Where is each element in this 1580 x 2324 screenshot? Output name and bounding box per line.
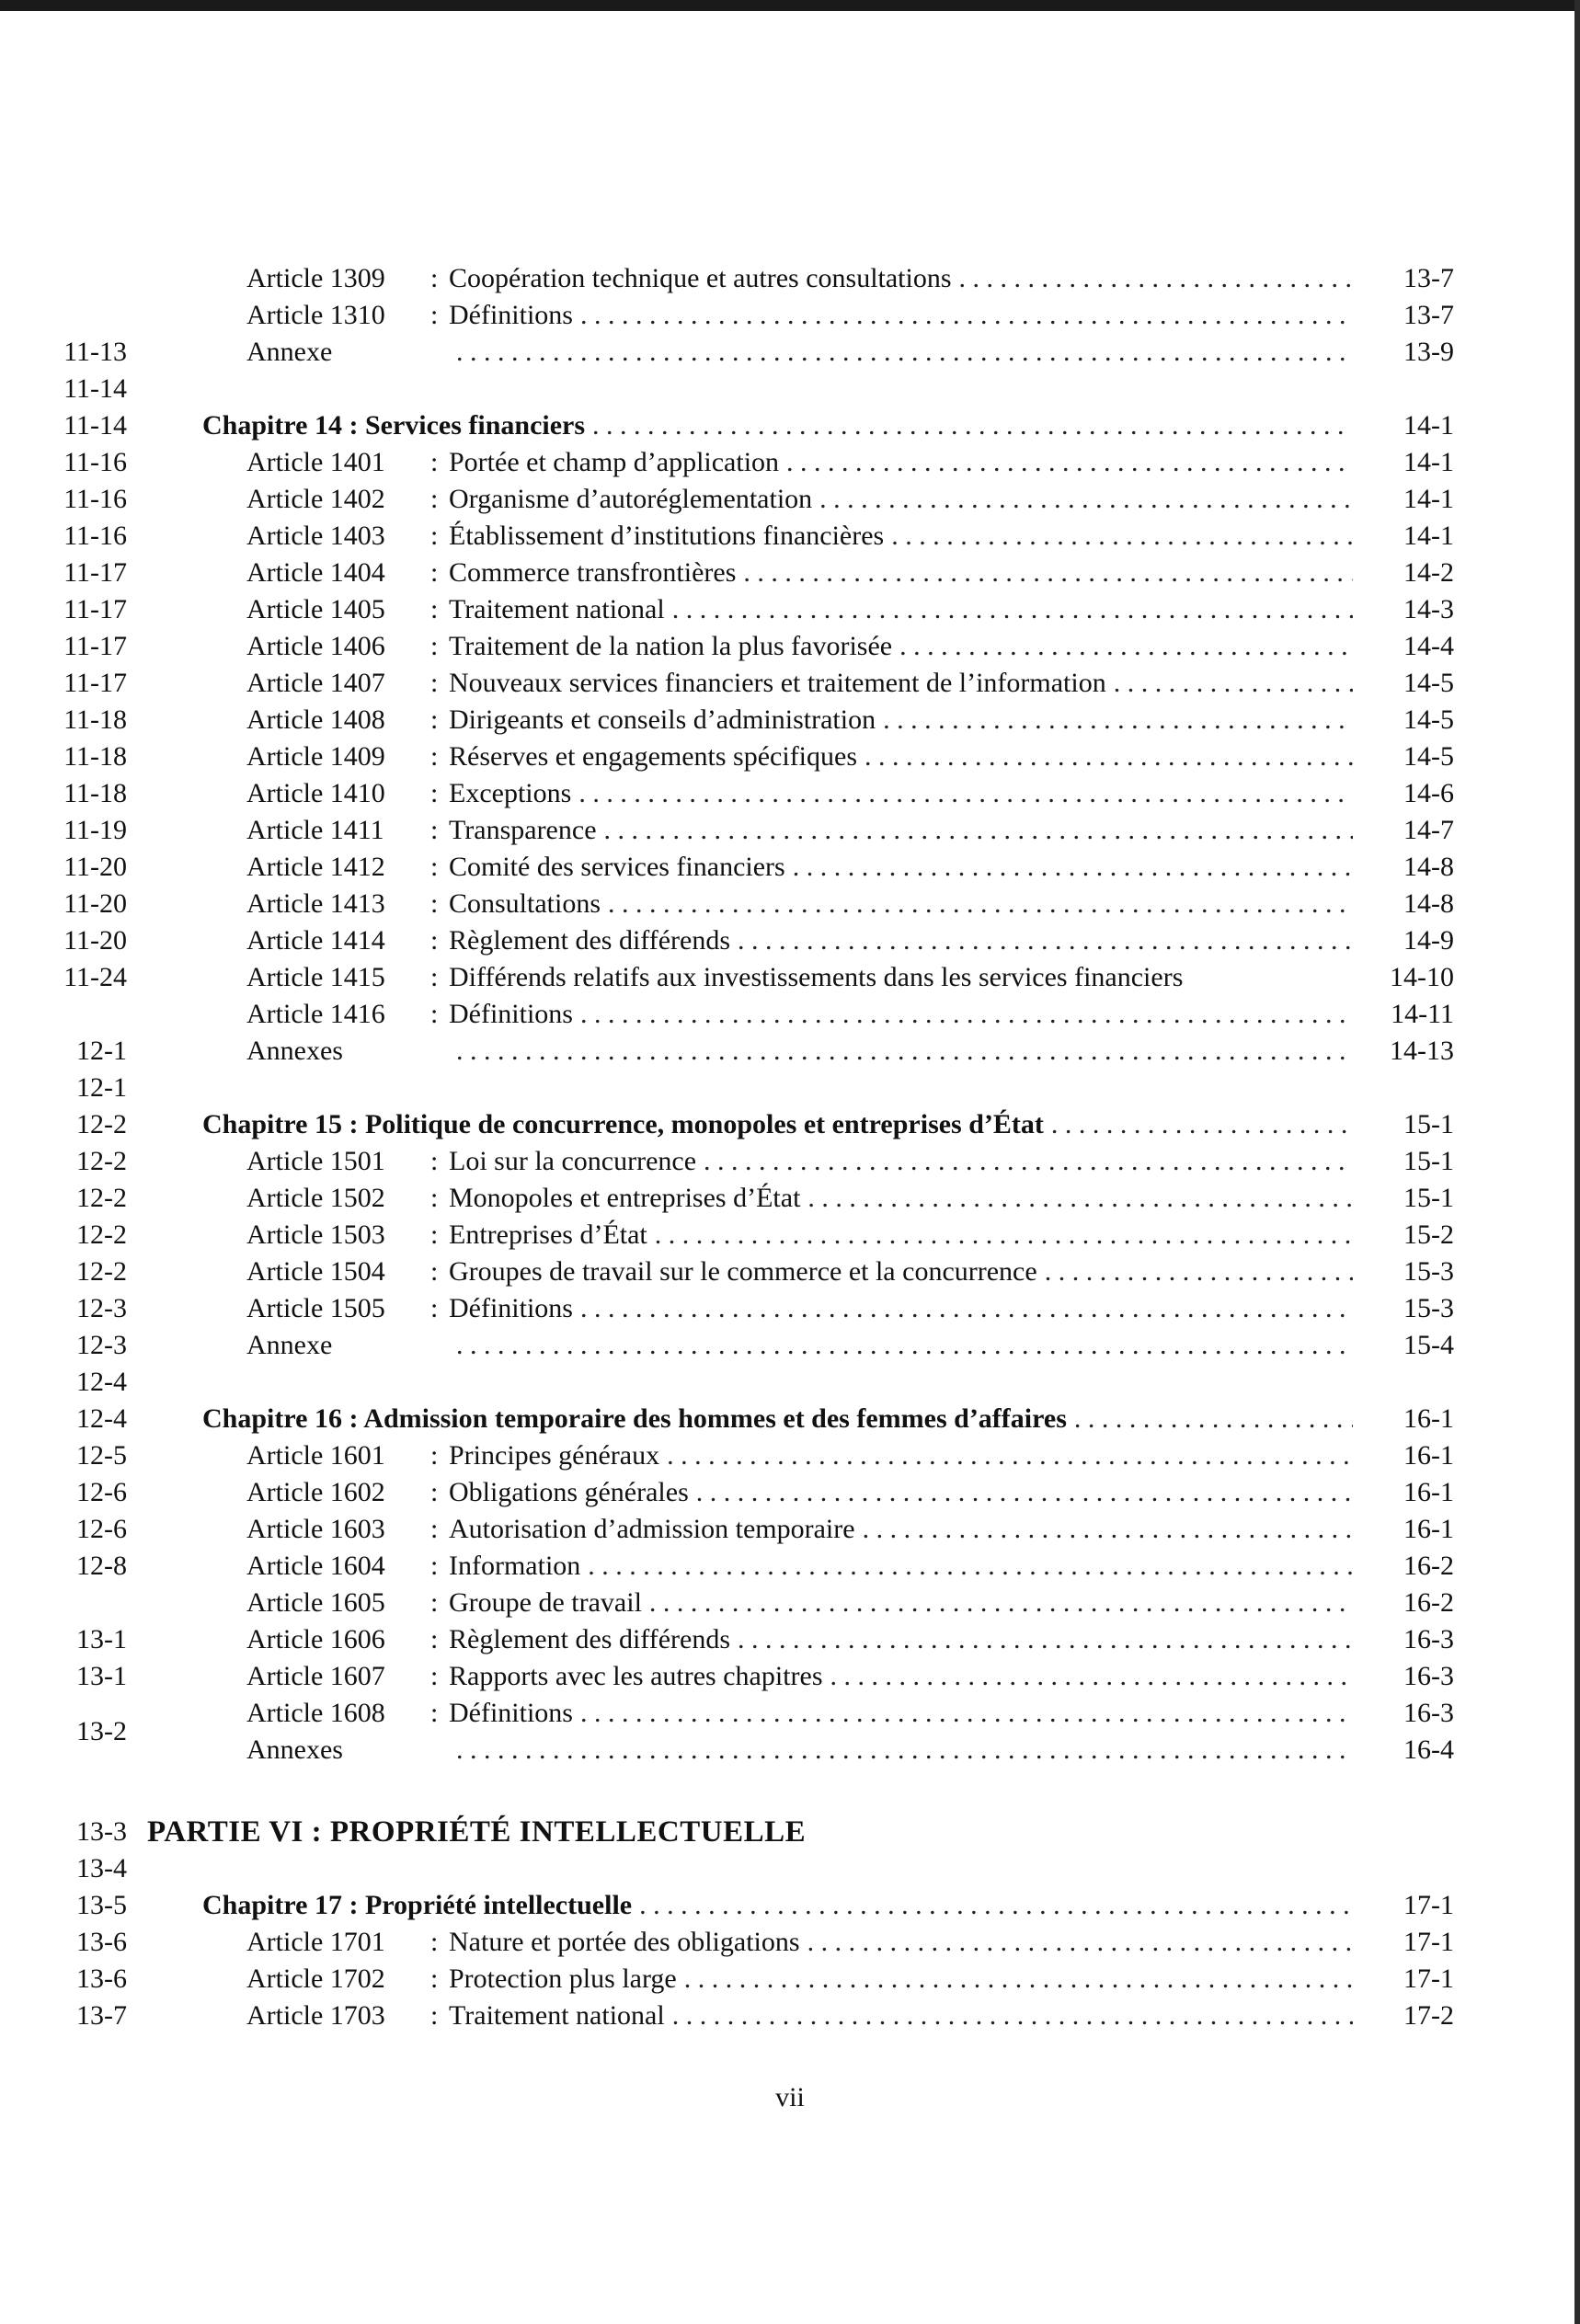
toc-article-entry	[246, 1180, 1454, 1217]
article-label: Article 1702	[246, 1963, 385, 1994]
article-separator: :	[430, 1146, 439, 1176]
article-separator: :	[430, 557, 439, 588]
dot-leader	[456, 1033, 1353, 1070]
article-label: Article 1606	[246, 1624, 385, 1654]
article-separator: :	[430, 1514, 439, 1544]
page-reference: 15-4	[1403, 1330, 1454, 1360]
margin-page-number: 11-24	[63, 962, 127, 992]
article-separator: :	[430, 1293, 439, 1323]
margin-page-number: 11-18	[63, 704, 127, 735]
page-reference: 15-3	[1403, 1293, 1454, 1323]
toc-article-entry	[246, 481, 1454, 518]
article-label: Article 1603	[246, 1514, 385, 1544]
toc-article-entry	[246, 555, 1454, 591]
article-label: Article 1403	[246, 521, 385, 551]
margin-page-number: 11-17	[63, 631, 127, 661]
article-label: Article 1407	[246, 668, 385, 698]
article-label: Article 1703	[246, 2000, 385, 2031]
page-reference: 13-7	[1403, 263, 1454, 293]
article-separator: :	[430, 2000, 439, 2031]
article-title: Comité des services financiers	[449, 852, 785, 882]
page-reference: 17-1	[1403, 1890, 1454, 1920]
article-label: Article 1608	[246, 1698, 385, 1728]
margin-page-number: 12-4	[76, 1367, 127, 1397]
article-title: Principes généraux	[449, 1440, 660, 1471]
article-label: Article 1701	[246, 1927, 385, 1957]
margin-page-number: 11-16	[63, 447, 127, 477]
article-separator: :	[430, 1587, 439, 1618]
page-reference: 14-13	[1390, 1036, 1454, 1066]
article-title: Autorisation d’admission temporaire	[449, 1514, 855, 1544]
chapter-title: Chapitre 14 : Services financiers	[202, 410, 586, 441]
article-label: Article 1503	[246, 1219, 385, 1250]
margin-page-number: 12-1	[76, 1036, 127, 1066]
margin-page-number: 11-20	[63, 925, 127, 956]
article-label: Article 1309	[246, 263, 385, 293]
article-label: Article 1404	[246, 557, 385, 588]
page-reference: 14-5	[1403, 704, 1454, 735]
dot-leader	[959, 260, 1353, 297]
page-reference: 15-3	[1403, 1256, 1454, 1287]
page-reference: 14-1	[1403, 521, 1454, 551]
toc-article-entry	[246, 1290, 1454, 1327]
margin-page-number: 11-18	[63, 778, 127, 808]
page-reference: 14-8	[1403, 888, 1454, 919]
article-separator: :	[430, 484, 439, 514]
margin-page-number: 12-3	[76, 1293, 127, 1323]
dot-leader	[807, 1180, 1353, 1217]
article-separator: :	[430, 1440, 439, 1471]
page-reference: 14-11	[1391, 999, 1454, 1029]
article-separator: :	[430, 1551, 439, 1581]
article-separator: :	[430, 1661, 439, 1691]
margin-page-number: 11-14	[63, 373, 127, 404]
margin-page-number: 13-6	[76, 1927, 127, 1957]
toc-article-entry	[246, 812, 1454, 849]
article-title: Entreprises d’État	[449, 1219, 647, 1250]
dot-leader	[830, 1658, 1353, 1695]
article-title: Différends relatifs aux investissements dans les services financiers	[449, 962, 1184, 992]
dot-leader	[738, 1621, 1353, 1658]
article-label: Article 1501	[246, 1146, 385, 1176]
article-label: Article 1416	[246, 999, 385, 1029]
toc-article-entry	[246, 1474, 1454, 1511]
article-label: Article 1411	[246, 815, 384, 845]
page-reference: 13-7	[1403, 300, 1454, 330]
margin-page-number: 12-2	[76, 1146, 127, 1176]
dot-leader	[578, 775, 1353, 812]
toc-article-entry	[246, 518, 1454, 555]
toc-article-entry	[246, 260, 1454, 297]
margin-page-number: 12-6	[76, 1514, 127, 1544]
article-title: Établissement d’institutions financières	[449, 521, 885, 551]
article-separator: :	[430, 815, 439, 845]
article-label: Article 1414	[246, 925, 385, 956]
page-reference: 17-1	[1403, 1963, 1454, 1994]
article-separator: :	[430, 1477, 439, 1507]
toc-article-entry	[246, 665, 1454, 702]
article-separator: :	[430, 1698, 439, 1728]
margin-page-number: 12-1	[76, 1072, 127, 1103]
margin-page-number: 13-1	[76, 1661, 127, 1691]
article-label: Annexes	[246, 1036, 343, 1066]
dot-leader	[649, 1585, 1353, 1621]
dot-leader	[667, 1437, 1353, 1474]
dot-leader	[704, 1143, 1353, 1180]
dot-leader	[883, 702, 1353, 738]
page-reference: 14-5	[1403, 741, 1454, 772]
toc-article-entry	[246, 591, 1454, 628]
article-title: Définitions	[449, 300, 573, 330]
toc-article-entry	[246, 1585, 1454, 1621]
toc-article-entry	[246, 775, 1454, 812]
dot-leader	[580, 1695, 1353, 1732]
margin-page-number: 12-2	[76, 1109, 127, 1139]
margin-page-number: 12-5	[76, 1440, 127, 1471]
dot-leader	[696, 1474, 1353, 1511]
toc-article-entry	[246, 1924, 1454, 1961]
page-reference: 16-2	[1403, 1551, 1454, 1581]
article-title: Commerce transfrontières	[449, 557, 737, 588]
article-title: Traitement national	[449, 594, 665, 624]
article-title: Consultations	[449, 888, 601, 919]
margin-page-number: 12-3	[76, 1330, 127, 1360]
article-title: Monopoles et entreprises d’État	[449, 1183, 801, 1213]
article-separator: :	[430, 447, 439, 477]
article-title: Transparence	[449, 815, 597, 845]
article-title: Règlement des différends	[449, 1624, 731, 1654]
article-title: Définitions	[449, 999, 573, 1029]
margin-page-number: 11-19	[63, 815, 127, 845]
page-reference: 16-1	[1403, 1514, 1454, 1544]
article-separator: :	[430, 1219, 439, 1250]
toc-article-entry	[246, 1217, 1454, 1254]
dot-leader	[580, 996, 1353, 1033]
toc-article-entry	[246, 886, 1454, 922]
page-reference: 14-5	[1403, 668, 1454, 698]
margin-page-number: 13-4	[76, 1853, 127, 1883]
margin-page-number: 11-17	[63, 668, 127, 698]
article-separator: :	[430, 631, 439, 661]
dot-leader	[819, 481, 1353, 518]
article-label: Annexes	[246, 1734, 343, 1765]
dot-leader	[655, 1217, 1353, 1254]
toc-article-entry	[246, 444, 1454, 481]
dot-leader	[793, 849, 1353, 886]
article-separator: :	[430, 1963, 439, 1994]
page-reference: 14-10	[1390, 962, 1454, 992]
page-reference: 14-7	[1403, 815, 1454, 845]
chapter-title: Chapitre 15 : Politique de concurrence, monopoles et entreprises d’État	[202, 1109, 1044, 1139]
toc-article-entry	[246, 738, 1454, 775]
margin-page-number: 13-5	[76, 1890, 127, 1920]
article-title: Traitement de la nation la plus favorisée	[449, 631, 893, 661]
chapter-title: Chapitre 17 : Propriété intellectuelle	[202, 1890, 633, 1920]
article-label: Article 1505	[246, 1293, 385, 1323]
article-title: Loi sur la concurrence	[449, 1146, 697, 1176]
article-title: Exceptions	[449, 778, 572, 808]
dot-leader	[588, 1548, 1353, 1585]
page-reference: 15-1	[1403, 1183, 1454, 1213]
page-reference: 14-4	[1403, 631, 1454, 661]
article-separator: :	[430, 300, 439, 330]
article-separator: :	[430, 925, 439, 956]
margin-page-number: 11-17	[63, 594, 127, 624]
page-reference: 16-3	[1403, 1661, 1454, 1691]
toc-article-entry	[246, 334, 1454, 371]
article-title: Nouveaux services financiers et traitement de l’information	[449, 668, 1106, 698]
article-separator: :	[430, 999, 439, 1029]
page-reference: 17-1	[1403, 1927, 1454, 1957]
page-folio: vii	[775, 2082, 805, 2112]
toc-article-entry	[246, 1961, 1454, 1998]
article-label: Article 1310	[246, 300, 385, 330]
article-label: Article 1413	[246, 888, 385, 919]
margin-page-number: 13-3	[76, 1816, 127, 1847]
article-separator: :	[430, 668, 439, 698]
toc-article-entry	[246, 1732, 1454, 1769]
dot-leader	[639, 1887, 1353, 1924]
dot-leader	[1074, 1401, 1353, 1437]
toc-article-entry	[246, 1033, 1454, 1070]
dot-leader	[1114, 665, 1353, 702]
toc-article-entry	[246, 1695, 1454, 1732]
margin-page-number: 11-14	[63, 410, 127, 441]
article-separator: :	[430, 888, 439, 919]
article-title: Nature et portée des obligations	[449, 1927, 800, 1957]
margin-page-number: 11-16	[63, 484, 127, 514]
article-separator: :	[430, 962, 439, 992]
margin-page-number: 12-8	[76, 1551, 127, 1581]
margin-page-number: 11-16	[63, 521, 127, 551]
article-separator: :	[430, 1624, 439, 1654]
article-label: Article 1406	[246, 631, 385, 661]
article-title: Règlement des différends	[449, 925, 731, 956]
page-reference: 15-2	[1403, 1219, 1454, 1250]
dot-leader	[604, 812, 1353, 849]
article-title: Information	[449, 1551, 581, 1581]
toc-article-entry	[246, 1143, 1454, 1180]
part-heading: PARTIE VI : PROPRIÉTÉ INTELLECTUELLE	[147, 1815, 807, 1849]
article-title: Réserves et engagements spécifiques	[449, 741, 858, 772]
toc-article-entry	[246, 1998, 1454, 2034]
article-label: Article 1601	[246, 1440, 385, 1471]
article-separator: :	[430, 521, 439, 551]
article-separator: :	[430, 1183, 439, 1213]
article-title: Organisme d’autoréglementation	[449, 484, 813, 514]
article-title: Groupes de travail sur le commerce et la concurrence	[449, 1256, 1037, 1287]
article-label: Article 1502	[246, 1183, 385, 1213]
toc-article-entry	[246, 1437, 1454, 1474]
margin-page-number: 13-7	[76, 2000, 127, 2031]
page-reference: 16-1	[1403, 1440, 1454, 1471]
article-separator: :	[430, 778, 439, 808]
article-title: Définitions	[449, 1698, 573, 1728]
margin-page-number: 12-6	[76, 1477, 127, 1507]
article-label: Article 1602	[246, 1477, 385, 1507]
page-reference: 14-6	[1403, 778, 1454, 808]
dot-leader	[456, 334, 1353, 371]
toc-article-entry	[246, 1511, 1454, 1548]
dot-leader	[456, 1327, 1353, 1364]
article-separator: :	[430, 594, 439, 624]
dot-leader	[580, 297, 1353, 334]
dot-leader	[672, 1998, 1353, 2034]
page-reference: 14-1	[1403, 447, 1454, 477]
page-reference: 17-2	[1403, 2000, 1454, 2031]
dot-leader	[807, 1924, 1353, 1961]
article-separator: :	[430, 741, 439, 772]
article-label: Article 1604	[246, 1551, 385, 1581]
article-label: Article 1607	[246, 1661, 385, 1691]
article-label: Article 1605	[246, 1587, 385, 1618]
dot-leader	[592, 407, 1353, 444]
page-reference: 15-1	[1403, 1109, 1454, 1139]
article-label: Article 1415	[246, 962, 385, 992]
dot-leader	[1045, 1254, 1353, 1290]
toc-article-entry	[246, 996, 1454, 1033]
toc-article-entry	[246, 959, 1454, 996]
margin-page-number: 12-2	[76, 1183, 127, 1213]
page-reference: 14-1	[1403, 484, 1454, 514]
dot-leader	[863, 1511, 1353, 1548]
margin-page-number: 13-1	[76, 1624, 127, 1654]
margin-page-number: 13-6	[76, 1963, 127, 1994]
dot-leader	[899, 628, 1353, 665]
page-reference: 16-1	[1403, 1403, 1454, 1434]
article-label: Article 1504	[246, 1256, 385, 1287]
toc-article-entry	[246, 922, 1454, 959]
margin-page-number: 13-2	[76, 1716, 127, 1746]
article-title: Dirigeants et conseils d’administration	[449, 704, 876, 735]
margin-page-number: 11-13	[63, 337, 127, 367]
article-label: Article 1405	[246, 594, 385, 624]
article-separator: :	[430, 852, 439, 882]
dot-leader	[738, 922, 1353, 959]
page-reference: 14-2	[1403, 557, 1454, 588]
toc-chapter-entry	[202, 407, 1454, 444]
toc-article-entry	[246, 1254, 1454, 1290]
page-reference: 16-1	[1403, 1477, 1454, 1507]
margin-page-number: 12-4	[76, 1403, 127, 1434]
toc-article-entry	[246, 1327, 1454, 1364]
toc-article-entry	[246, 1548, 1454, 1585]
article-label: Article 1402	[246, 484, 385, 514]
dot-leader	[608, 886, 1353, 922]
toc-chapter-entry	[202, 1887, 1454, 1924]
article-separator: :	[430, 1256, 439, 1287]
article-label: Article 1412	[246, 852, 385, 882]
dot-leader	[786, 444, 1353, 481]
page-reference: 16-2	[1403, 1587, 1454, 1618]
article-title: Coopération technique et autres consultations	[449, 263, 952, 293]
article-separator: :	[430, 704, 439, 735]
article-title: Définitions	[449, 1293, 573, 1323]
margin-page-number: 11-20	[63, 852, 127, 882]
article-label: Article 1410	[246, 778, 385, 808]
article-title: Rapports avec les autres chapitres	[449, 1661, 823, 1691]
article-title: Groupe de travail	[449, 1587, 642, 1618]
article-label: Annexe	[246, 1330, 333, 1360]
page-reference: 14-8	[1403, 852, 1454, 882]
dot-leader	[1051, 1106, 1353, 1143]
toc-chapter-entry	[202, 1106, 1454, 1143]
article-title: Traitement national	[449, 2000, 665, 2031]
toc-article-entry	[246, 297, 1454, 334]
dot-leader	[672, 591, 1353, 628]
page-reference: 14-9	[1403, 925, 1454, 956]
page-reference: 16-4	[1403, 1734, 1454, 1765]
article-label: Article 1401	[246, 447, 385, 477]
article-label: Annexe	[246, 337, 333, 367]
chapter-title: Chapitre 16 : Admission temporaire des hommes et des femmes d’affaires	[202, 1403, 1067, 1434]
article-separator: :	[430, 263, 439, 293]
page-reference: 16-3	[1403, 1624, 1454, 1654]
margin-page-number: 12-2	[76, 1219, 127, 1250]
toc-article-entry	[246, 1621, 1454, 1658]
toc-article-entry	[246, 702, 1454, 738]
dot-leader	[684, 1961, 1353, 1998]
article-label: Article 1408	[246, 704, 385, 735]
margin-page-number: 11-18	[63, 741, 127, 772]
article-label: Article 1409	[246, 741, 385, 772]
dot-leader	[580, 1290, 1353, 1327]
margin-page-number: 12-2	[76, 1256, 127, 1287]
article-separator: :	[430, 1927, 439, 1957]
dot-leader	[864, 738, 1353, 775]
toc-article-entry	[246, 1658, 1454, 1695]
dot-leader	[891, 518, 1353, 555]
article-title: Portée et champ d’application	[449, 447, 780, 477]
margin-page-number: 11-17	[63, 557, 127, 588]
margin-page-number: 11-20	[63, 888, 127, 919]
dot-leader	[456, 1732, 1353, 1769]
article-title: Obligations générales	[449, 1477, 689, 1507]
page-reference: 14-1	[1403, 410, 1454, 441]
dot-leader	[743, 555, 1353, 591]
page-reference: 14-3	[1403, 594, 1454, 624]
toc-article-entry	[246, 849, 1454, 886]
page-reference: 13-9	[1403, 337, 1454, 367]
toc-chapter-entry	[202, 1401, 1454, 1437]
page-reference: 15-1	[1403, 1146, 1454, 1176]
article-title: Protection plus large	[449, 1963, 677, 1994]
toc-article-entry	[246, 628, 1454, 665]
page-reference: 16-3	[1403, 1698, 1454, 1728]
